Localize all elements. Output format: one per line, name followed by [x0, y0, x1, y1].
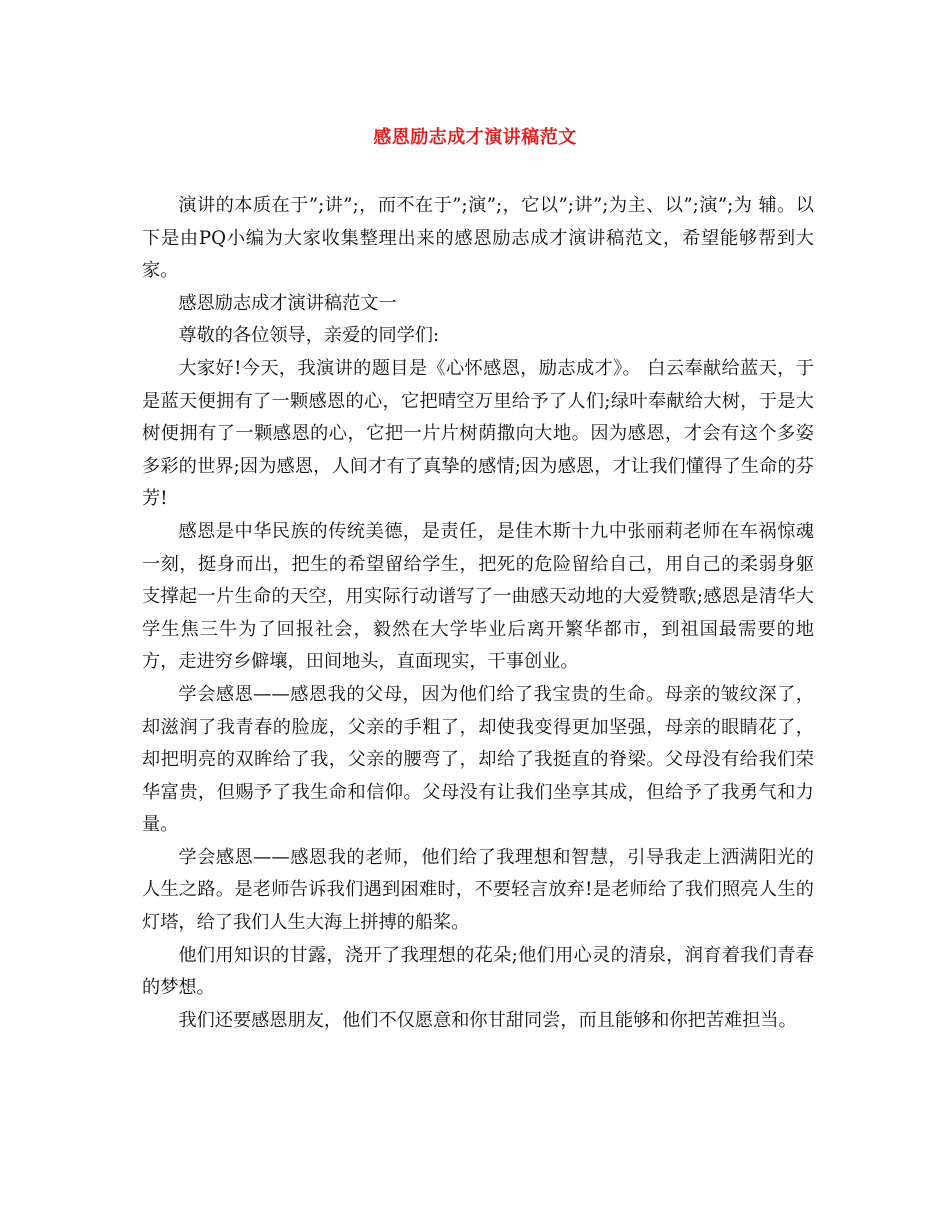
paragraph-knowledge: 他们用知识的甘露，浇开了我理想的花朵;他们用心灵的清泉，润育着我们青春的梦想。 [142, 944, 814, 999]
paragraph-virtue: 感恩是中华民族的传统美德，是责任，是佳木斯十九中张丽莉老师在车祸惊魂一刻，挺身而出，把生的希望留给学生，把死的危险留给自己，用自己的柔弱身躯支撑起一片生命的天空，用实际行动谱写了一曲感天动地的大爱赞歌;感恩是清华大学生焦三牛为了回报社会，毅然在大学毕业后离开繁华都市，到祖国最需要的地方，走进穷乡僻壤，田间地头，直面现实，干事创业。 [142, 520, 814, 673]
paragraph-intro: 演讲的本质在于”;讲”;，而不在于”;演”;，它以”;讲”;为主、以”;演”;为 辅。以下是由PQ小编为大家收集整理出来的感恩励志成才演讲稿范文，希望能够帮到大家。 [142, 195, 814, 282]
document-body [142, 190, 814, 1037]
paragraph-parents: 学会感恩——感恩我的父母，因为他们给了我宝贵的生命。母亲的皱纹深了，却滋润了我青春的脸庞，父亲的手粗了，却使我变得更加坚强，母亲的眼睛花了，却把明亮的双眸给了我，父亲的腰弯了，却给了我挺直的脊梁。父母没有给我们荣华富贵，但赐予了我生命和信仰。父母没有让我们坐享其成，但给予了我勇气和力量。 [142, 683, 814, 836]
paragraph-friends: 我们还要感恩朋友，他们不仅愿意和你甘甜同尝，而且能够和你把苦难担当。 [178, 1009, 797, 1031]
paragraph-teachers: 学会感恩——感恩我的老师，他们给了我理想和智慧，引导我走上洒满阳光的人生之路。是老师告诉我们遇到困难时，不要轻言放弃!是老师给了我们照亮人生的灯塔，给了我们人生大海上拼搏的船桨。 [142, 846, 814, 934]
paragraph-subtitle: 感恩励志成才演讲稿范文一 [178, 292, 397, 314]
paragraph-greeting: 大家好!今天，我演讲的题目是《心怀感恩，励志成才》。 白云奉献给蓝天，于是蓝天便拥有了一颗感恩的心，它把晴空万里给予了人们;绿叶奉献给大树，于是大树便拥有了一颗感恩的心，它把一片片树荫撒向大地。因为感恩，才会有这个多姿多彩的世界;因为感恩，人间才有了真挚的感情;因为感恩，才让我们懂得了生命的芬芳! [142, 357, 814, 510]
document-title: 感恩励志成才演讲稿范文 [373, 127, 577, 148]
paragraph-salutation: 尊敬的各位领导，亲爱的同学们: [178, 325, 440, 347]
